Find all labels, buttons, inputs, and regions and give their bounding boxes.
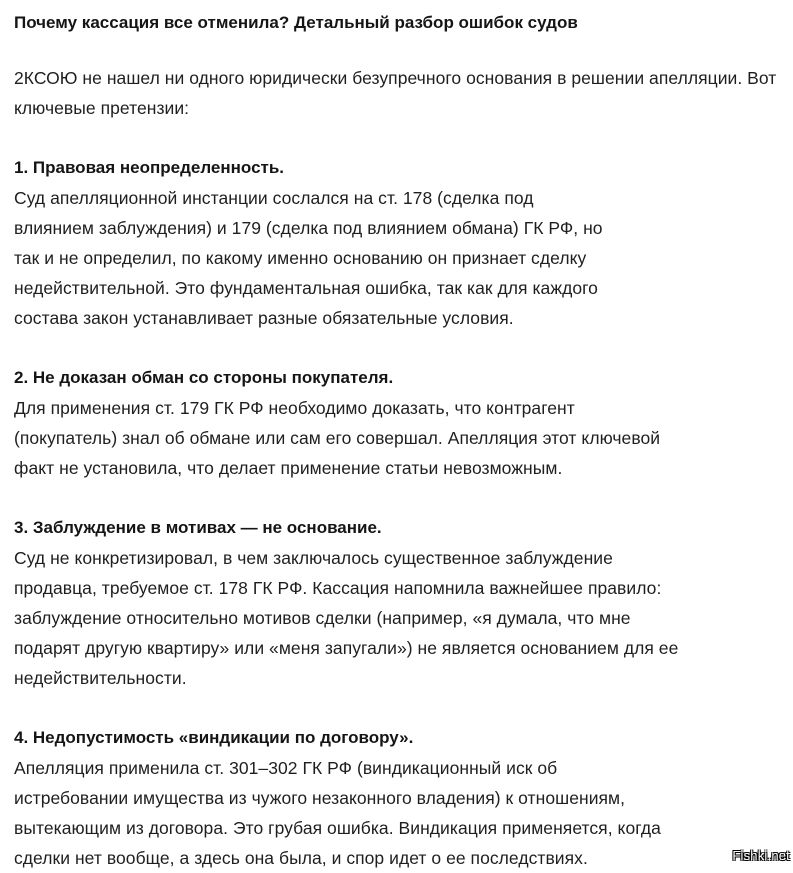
watermark: Fishki.net — [732, 848, 790, 863]
section-motive-error — [14, 513, 784, 693]
section-text: Для применения ст. 179 ГК РФ необходимо доказать, что контрагент (покупатель) знал об обмане или сам его совершал. Апелляция этот ключевой факт не установила, что делает применение статьи невозможным. — [14, 398, 661, 478]
section-text: Апелляция применила ст. 301–302 ГК РФ (виндикационный иск об истребовании имущества из чужого незаконного владения) к отношениям, вытекающим из договора. Это грубая ошибка. Виндикация применяется, когда сделки нет вообще, а здесь она была, и спор идет о ее последствиях. — [14, 758, 661, 868]
section-heading: 1. Правовая неопределенность. — [14, 158, 285, 177]
section-heading: 3. Заблуждение в мотивах — не основание. — [14, 518, 382, 537]
article-intro: 2КСОЮ не нашел ни одного юридически безупречного основания в решении апелляции. Вот ключевые претензии: — [14, 68, 777, 118]
section-vindication — [14, 723, 784, 873]
section-legal-uncertainty — [14, 153, 784, 333]
section-heading: 4. Недопустимость «виндикации по договору». — [14, 728, 414, 747]
section-text: Суд не конкретизировал, в чем заключалось существенное заблуждение продавца, требуемое ст. 178 ГК РФ. Кассация напомнила важнейшее правило: заблуждение относительно мотивов сделки (например, «я думала, что мне подарят другую квартиру» или «меня запугали») не является основанием для ее недействительности. — [14, 548, 679, 688]
article-title: Почему кассация все отменила? Детальный разбор ошибок судов — [14, 13, 578, 32]
section-text: Суд апелляционной инстанции сослался на ст. 178 (сделка под влиянием заблуждения) и 179 (сделка под влиянием обмана) ГК РФ, но так и не определил, по какому именно основанию он признает сделку недействительной. Это фундаментальная ошибка, так как для каждого состава закон устанавливает разные обязательные условия. — [14, 188, 603, 328]
section-fraud-not-proven — [14, 363, 784, 483]
article — [14, 0, 784, 873]
section-heading: 2. Не доказан обман со стороны покупателя. — [14, 368, 394, 387]
